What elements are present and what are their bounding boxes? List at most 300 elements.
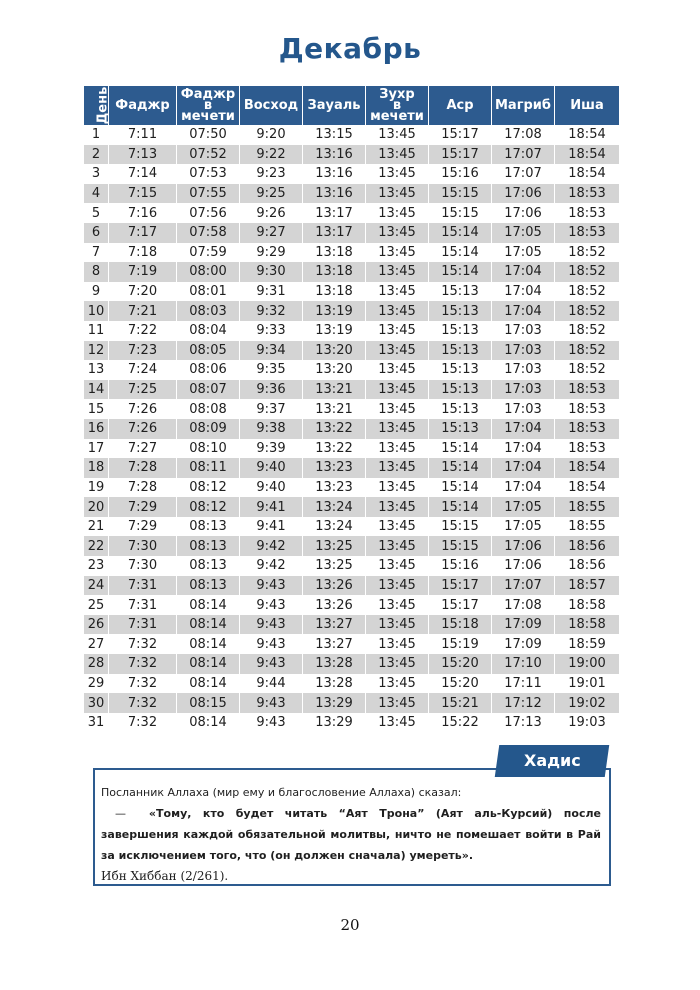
table-row <box>84 654 619 674</box>
cell-fajr-mosque: 08:14 <box>177 595 240 615</box>
cell-maghrib: 17:04 <box>492 301 555 321</box>
cell-dhuhr-mosque: 13:45 <box>366 341 429 361</box>
cell-zawal: 13:16 <box>303 145 366 165</box>
cell-zawal: 13:24 <box>303 517 366 537</box>
cell-asr: 15:16 <box>429 556 492 576</box>
cell-fajr-mosque: 08:01 <box>177 282 240 302</box>
cell-maghrib: 17:06 <box>492 556 555 576</box>
cell-fajr: 7:30 <box>109 536 177 556</box>
cell-maghrib: 17:07 <box>492 145 555 165</box>
cell-asr: 15:17 <box>429 576 492 596</box>
cell-fajr: 7:20 <box>109 282 177 302</box>
cell-sunrise: 9:42 <box>240 556 303 576</box>
cell-day: 12 <box>84 341 109 361</box>
cell-fajr-mosque: 08:13 <box>177 517 240 537</box>
cell-sunrise: 9:41 <box>240 497 303 517</box>
cell-sunrise: 9:23 <box>240 164 303 184</box>
cell-asr: 15:13 <box>429 360 492 380</box>
cell-fajr: 7:26 <box>109 419 177 439</box>
page-number: 20 <box>340 916 360 934</box>
table-row <box>84 321 619 341</box>
cell-dhuhr-mosque: 13:45 <box>366 321 429 341</box>
cell-sunrise: 9:38 <box>240 419 303 439</box>
cell-isha: 18:53 <box>555 184 619 204</box>
cell-maghrib: 17:04 <box>492 282 555 302</box>
cell-asr: 15:22 <box>429 713 492 733</box>
cell-dhuhr-mosque: 13:45 <box>366 282 429 302</box>
cell-fajr: 7:18 <box>109 243 177 263</box>
cell-zawal: 13:25 <box>303 536 366 556</box>
cell-fajr: 7:32 <box>109 674 177 694</box>
cell-maghrib: 17:08 <box>492 125 555 145</box>
table-row <box>84 164 619 184</box>
table-row <box>84 203 619 223</box>
table-row <box>84 458 619 478</box>
cell-maghrib: 17:05 <box>492 517 555 537</box>
cell-maghrib: 17:04 <box>492 439 555 459</box>
cell-zawal: 13:19 <box>303 321 366 341</box>
cell-zawal: 13:20 <box>303 341 366 361</box>
cell-dhuhr-mosque: 13:45 <box>366 556 429 576</box>
cell-dhuhr-mosque: 13:45 <box>366 576 429 596</box>
cell-fajr-mosque: 07:59 <box>177 243 240 263</box>
table-row <box>84 478 619 498</box>
cell-isha: 18:54 <box>568 479 606 495</box>
cell-day: 3 <box>84 164 109 184</box>
cell-isha: 19:03 <box>568 715 606 731</box>
cell-fajr-mosque: 08:13 <box>177 556 240 576</box>
table-row <box>84 243 619 263</box>
cell-sunrise: 9:29 <box>240 243 303 263</box>
table-row <box>84 145 619 165</box>
cell-sunrise: 9:40 <box>240 458 303 478</box>
cell-fajr: 7:13 <box>109 145 177 165</box>
cell-fajr: 7:31 <box>109 615 177 635</box>
cell-maghrib: 17:12 <box>492 693 555 713</box>
cell-isha: 18:55 <box>555 497 619 517</box>
cell-zawal: 13:21 <box>303 399 366 419</box>
cell-isha: 18:54 <box>568 166 606 182</box>
cell-zawal: 13:20 <box>303 360 366 380</box>
cell-sunrise: 9:43 <box>240 576 303 596</box>
table-header-row <box>84 86 619 125</box>
cell-dhuhr-mosque: 13:45 <box>366 674 429 694</box>
cell-isha: 18:52 <box>568 244 606 260</box>
cell-day: 13 <box>84 360 109 380</box>
cell-day: 17 <box>84 439 109 459</box>
cell-fajr-mosque: 08:13 <box>177 576 240 596</box>
cell-sunrise: 9:37 <box>240 399 303 419</box>
cell-zawal: 13:28 <box>303 674 366 694</box>
cell-fajr-mosque: 08:10 <box>177 439 240 459</box>
cell-fajr-mosque: 08:12 <box>177 478 240 498</box>
cell-zawal: 13:16 <box>303 184 366 204</box>
page-title: Декабрь <box>278 32 422 65</box>
cell-asr: 15:19 <box>429 634 492 654</box>
cell-sunrise: 9:39 <box>240 439 303 459</box>
cell-fajr: 7:32 <box>109 654 177 674</box>
cell-asr: 15:13 <box>429 321 492 341</box>
cell-maghrib: 17:04 <box>492 458 555 478</box>
cell-asr: 15:13 <box>429 380 492 400</box>
cell-dhuhr-mosque: 13:45 <box>366 615 429 635</box>
cell-maghrib: 17:06 <box>492 536 555 556</box>
table-row <box>84 517 619 537</box>
cell-sunrise: 9:44 <box>240 674 303 694</box>
cell-fajr-mosque: 08:06 <box>177 360 240 380</box>
cell-maghrib: 17:09 <box>492 634 555 654</box>
cell-day: 24 <box>84 576 109 596</box>
cell-fajr-mosque: 08:14 <box>177 634 240 654</box>
cell-day: 18 <box>84 458 109 478</box>
cell-asr: 15:17 <box>429 145 492 165</box>
cell-day: 15 <box>84 399 109 419</box>
col-header-dhuhr-mosque: Зухр в мечети <box>366 86 429 125</box>
cell-isha: 18:52 <box>555 301 619 321</box>
cell-fajr: 7:31 <box>109 576 177 596</box>
cell-zawal: 13:16 <box>303 164 366 184</box>
table-row <box>84 693 619 713</box>
cell-sunrise: 9:43 <box>240 693 303 713</box>
cell-fajr: 7:11 <box>109 125 177 145</box>
cell-dhuhr-mosque: 13:45 <box>366 419 429 439</box>
table-row <box>84 380 619 400</box>
table-row <box>84 536 619 556</box>
cell-dhuhr-mosque: 13:45 <box>366 125 429 145</box>
cell-dhuhr-mosque: 13:45 <box>366 439 429 459</box>
cell-zawal: 13:19 <box>303 301 366 321</box>
cell-fajr: 7:32 <box>109 693 177 713</box>
cell-asr: 15:14 <box>429 458 492 478</box>
cell-zawal: 13:21 <box>303 380 366 400</box>
cell-sunrise: 9:34 <box>240 341 303 361</box>
cell-dhuhr-mosque: 13:45 <box>366 203 429 223</box>
cell-isha: 18:54 <box>555 145 619 165</box>
cell-asr: 15:17 <box>429 125 492 145</box>
cell-fajr: 7:29 <box>109 497 177 517</box>
cell-fajr: 7:30 <box>109 556 177 576</box>
cell-fajr: 7:14 <box>109 164 177 184</box>
cell-day: 4 <box>84 184 109 204</box>
cell-dhuhr-mosque: 13:45 <box>366 380 429 400</box>
cell-zawal: 13:28 <box>303 654 366 674</box>
cell-fajr: 7:27 <box>109 439 177 459</box>
cell-dhuhr-mosque: 13:45 <box>366 301 429 321</box>
cell-fajr-mosque: 08:09 <box>177 419 240 439</box>
table-row <box>84 223 619 243</box>
cell-maghrib: 17:03 <box>492 399 555 419</box>
cell-maghrib: 17:03 <box>492 360 555 380</box>
cell-isha: 18:52 <box>568 362 606 378</box>
cell-isha: 18:57 <box>555 576 619 596</box>
cell-day: 21 <box>84 517 109 537</box>
hadith-banner: Хадис <box>495 745 609 777</box>
cell-sunrise: 9:30 <box>240 262 303 282</box>
cell-fajr: 7:21 <box>109 301 177 321</box>
cell-dhuhr-mosque: 13:45 <box>366 458 429 478</box>
cell-isha: 18:58 <box>568 597 606 613</box>
table-row <box>84 634 619 654</box>
cell-day: 27 <box>84 634 109 654</box>
cell-asr: 15:13 <box>429 282 492 302</box>
cell-asr: 15:16 <box>429 164 492 184</box>
cell-dhuhr-mosque: 13:45 <box>366 517 429 537</box>
cell-asr: 15:13 <box>429 341 492 361</box>
cell-sunrise: 9:41 <box>240 517 303 537</box>
cell-sunrise: 9:40 <box>240 478 303 498</box>
cell-dhuhr-mosque: 13:45 <box>366 654 429 674</box>
cell-dhuhr-mosque: 13:45 <box>366 243 429 263</box>
cell-asr: 15:17 <box>429 595 492 615</box>
cell-dhuhr-mosque: 13:45 <box>366 595 429 615</box>
cell-sunrise: 9:20 <box>240 125 303 145</box>
table-row <box>84 360 619 380</box>
cell-sunrise: 9:43 <box>240 713 303 733</box>
cell-maghrib: 17:03 <box>492 380 555 400</box>
cell-fajr-mosque: 07:55 <box>177 184 240 204</box>
hadith-intro: Посланник Аллаха (мир ему и благословение Аллаха) сказал: <box>101 786 462 799</box>
cell-isha: 18:53 <box>555 419 619 439</box>
cell-fajr: 7:26 <box>109 399 177 419</box>
table-row <box>84 556 619 576</box>
table-row <box>84 125 619 145</box>
cell-maghrib: 17:10 <box>492 654 555 674</box>
hadith-text <box>101 782 601 887</box>
table-row <box>84 674 619 694</box>
cell-isha: 18:55 <box>568 519 606 535</box>
cell-fajr-mosque: 08:04 <box>177 321 240 341</box>
col-header-sunrise: Восход <box>240 86 303 125</box>
cell-maghrib: 17:06 <box>492 203 555 223</box>
cell-zawal: 13:27 <box>303 634 366 654</box>
table-row <box>84 419 619 439</box>
cell-day: 11 <box>84 321 109 341</box>
cell-fajr: 7:16 <box>109 203 177 223</box>
cell-isha: 19:02 <box>555 693 619 713</box>
cell-isha: 18:52 <box>555 262 619 282</box>
col-header-maghrib: Магриб <box>492 86 555 125</box>
cell-maghrib: 17:07 <box>492 164 555 184</box>
table-row <box>84 713 619 733</box>
cell-zawal: 13:22 <box>303 419 366 439</box>
cell-asr: 15:13 <box>429 419 492 439</box>
table-row <box>84 301 619 321</box>
cell-day: 26 <box>84 615 109 635</box>
cell-fajr: 7:15 <box>109 184 177 204</box>
cell-isha: 19:00 <box>555 654 619 674</box>
cell-dhuhr-mosque: 13:45 <box>366 145 429 165</box>
cell-maghrib: 17:13 <box>492 713 555 733</box>
cell-fajr: 7:31 <box>109 595 177 615</box>
col-header-fajr: Фаджр <box>109 86 177 125</box>
cell-asr: 15:14 <box>429 223 492 243</box>
hadith-source: Ибн Хиббан (2/261). <box>101 869 229 883</box>
cell-maghrib: 17:04 <box>492 478 555 498</box>
cell-fajr-mosque: 08:14 <box>177 654 240 674</box>
cell-sunrise: 9:27 <box>240 223 303 243</box>
cell-day: 16 <box>84 419 109 439</box>
cell-isha: 18:53 <box>555 223 619 243</box>
cell-fajr-mosque: 07:50 <box>177 125 240 145</box>
cell-zawal: 13:29 <box>303 693 366 713</box>
cell-day: 9 <box>84 282 109 302</box>
cell-dhuhr-mosque: 13:45 <box>366 184 429 204</box>
cell-isha: 18:52 <box>568 284 606 300</box>
cell-dhuhr-mosque: 13:45 <box>366 262 429 282</box>
cell-maghrib: 17:04 <box>492 262 555 282</box>
hadith-quote: — «Тому, кто будет читать “Аят Трона” (Аят аль-Курсий) после завершения каждой обязательной молитвы, ничто не помешает войти в Рай за исключением того, что (он должен сначала) умереть». <box>101 807 601 862</box>
cell-day: 2 <box>84 145 109 165</box>
col-header-fajr-mosque: Фаджр в мечети <box>177 86 240 125</box>
table-row <box>84 615 619 635</box>
cell-fajr: 7:23 <box>109 341 177 361</box>
cell-dhuhr-mosque: 13:45 <box>366 536 429 556</box>
cell-sunrise: 9:35 <box>240 360 303 380</box>
cell-sunrise: 9:43 <box>240 615 303 635</box>
cell-dhuhr-mosque: 13:45 <box>366 164 429 184</box>
cell-fajr-mosque: 08:12 <box>177 497 240 517</box>
cell-day: 25 <box>84 595 109 615</box>
cell-fajr: 7:32 <box>109 634 177 654</box>
cell-day: 6 <box>84 223 109 243</box>
cell-dhuhr-mosque: 13:45 <box>366 634 429 654</box>
cell-zawal: 13:18 <box>303 282 366 302</box>
cell-fajr: 7:22 <box>109 321 177 341</box>
cell-asr: 15:15 <box>429 184 492 204</box>
cell-asr: 15:15 <box>429 536 492 556</box>
cell-isha: 18:56 <box>555 536 619 556</box>
cell-day: 29 <box>84 674 109 694</box>
cell-day: 8 <box>84 262 109 282</box>
cell-asr: 15:14 <box>429 262 492 282</box>
cell-fajr: 7:28 <box>109 458 177 478</box>
cell-zawal: 13:27 <box>303 615 366 635</box>
cell-zawal: 13:26 <box>303 595 366 615</box>
cell-asr: 15:14 <box>429 478 492 498</box>
cell-sunrise: 9:22 <box>240 145 303 165</box>
cell-fajr-mosque: 07:58 <box>177 223 240 243</box>
cell-sunrise: 9:42 <box>240 536 303 556</box>
cell-isha: 18:56 <box>568 558 606 574</box>
col-header-zawal: Зауаль <box>303 86 366 125</box>
cell-maghrib: 17:04 <box>492 419 555 439</box>
cell-fajr-mosque: 08:14 <box>177 713 240 733</box>
cell-fajr-mosque: 08:13 <box>177 536 240 556</box>
cell-fajr-mosque: 08:07 <box>177 380 240 400</box>
cell-maghrib: 17:11 <box>492 674 555 694</box>
cell-day: 28 <box>84 654 109 674</box>
cell-sunrise: 9:43 <box>240 595 303 615</box>
cell-isha: 18:54 <box>568 127 606 143</box>
cell-fajr: 7:29 <box>109 517 177 537</box>
table-row <box>84 595 619 615</box>
col-header-asr: Аср <box>429 86 492 125</box>
cell-zawal: 13:23 <box>303 458 366 478</box>
cell-dhuhr-mosque: 13:45 <box>366 693 429 713</box>
cell-asr: 15:18 <box>429 615 492 635</box>
cell-zawal: 13:24 <box>303 497 366 517</box>
cell-sunrise: 9:33 <box>240 321 303 341</box>
cell-dhuhr-mosque: 13:45 <box>366 399 429 419</box>
cell-zawal: 13:25 <box>303 556 366 576</box>
table-body <box>84 125 619 732</box>
cell-asr: 15:21 <box>429 693 492 713</box>
cell-asr: 15:20 <box>429 674 492 694</box>
cell-isha: 18:53 <box>555 380 619 400</box>
cell-zawal: 13:17 <box>303 223 366 243</box>
cell-zawal: 13:26 <box>303 576 366 596</box>
col-header-isha: Иша <box>555 86 619 125</box>
cell-day: 7 <box>84 243 109 263</box>
cell-fajr: 7:32 <box>109 713 177 733</box>
cell-isha: 19:01 <box>568 675 606 691</box>
cell-maghrib: 17:03 <box>492 341 555 361</box>
table-row <box>84 262 619 282</box>
cell-maghrib: 17:05 <box>492 223 555 243</box>
cell-dhuhr-mosque: 13:45 <box>366 360 429 380</box>
cell-asr: 15:14 <box>429 243 492 263</box>
cell-isha: 18:53 <box>568 205 606 221</box>
cell-fajr-mosque: 08:00 <box>177 262 240 282</box>
cell-fajr-mosque: 08:03 <box>177 301 240 321</box>
cell-fajr-mosque: 08:11 <box>177 458 240 478</box>
cell-isha: 18:53 <box>568 401 606 417</box>
cell-fajr-mosque: 08:14 <box>177 615 240 635</box>
cell-day: 30 <box>84 693 109 713</box>
cell-isha: 18:59 <box>568 636 606 652</box>
cell-fajr: 7:25 <box>109 380 177 400</box>
cell-maghrib: 17:08 <box>492 595 555 615</box>
prayer-schedule-table <box>84 86 619 732</box>
cell-sunrise: 9:32 <box>240 301 303 321</box>
table-row <box>84 576 619 596</box>
cell-isha: 18:54 <box>555 458 619 478</box>
cell-dhuhr-mosque: 13:45 <box>366 713 429 733</box>
cell-day: 20 <box>84 497 109 517</box>
table-row <box>84 497 619 517</box>
table-row <box>84 341 619 361</box>
cell-fajr-mosque: 07:53 <box>177 164 240 184</box>
cell-asr: 15:13 <box>429 301 492 321</box>
cell-fajr-mosque: 07:56 <box>177 203 240 223</box>
cell-sunrise: 9:43 <box>240 654 303 674</box>
cell-sunrise: 9:43 <box>240 634 303 654</box>
cell-maghrib: 17:06 <box>492 184 555 204</box>
cell-zawal: 13:22 <box>303 439 366 459</box>
cell-dhuhr-mosque: 13:45 <box>366 223 429 243</box>
cell-zawal: 13:15 <box>303 125 366 145</box>
cell-asr: 15:20 <box>429 654 492 674</box>
cell-fajr-mosque: 08:15 <box>177 693 240 713</box>
cell-day: 22 <box>84 536 109 556</box>
table-row <box>84 282 619 302</box>
cell-sunrise: 9:26 <box>240 203 303 223</box>
cell-fajr-mosque: 08:14 <box>177 674 240 694</box>
cell-asr: 15:15 <box>429 203 492 223</box>
cell-fajr-mosque: 08:08 <box>177 399 240 419</box>
cell-fajr: 7:24 <box>109 360 177 380</box>
cell-zawal: 13:29 <box>303 713 366 733</box>
cell-asr: 15:14 <box>429 439 492 459</box>
cell-zawal: 13:23 <box>303 478 366 498</box>
cell-maghrib: 17:05 <box>492 497 555 517</box>
cell-maghrib: 17:03 <box>492 321 555 341</box>
cell-day: 23 <box>84 556 109 576</box>
cell-asr: 15:13 <box>429 399 492 419</box>
cell-sunrise: 9:25 <box>240 184 303 204</box>
cell-isha: 18:52 <box>568 323 606 339</box>
cell-day: 1 <box>84 125 109 145</box>
